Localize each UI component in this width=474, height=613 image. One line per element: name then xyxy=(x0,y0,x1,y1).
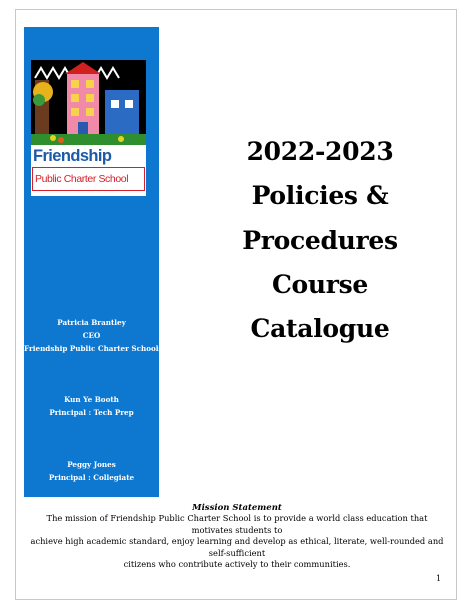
mission-heading: Mission Statement xyxy=(192,503,282,513)
mission-line: citizens who contribute actively to their communities. xyxy=(123,559,351,569)
logo-text-school: Public Charter School xyxy=(32,167,145,191)
staff-org: Friendship Public Charter Schools xyxy=(24,344,163,353)
staff-principal-collegiate xyxy=(24,458,159,484)
mission-statement xyxy=(27,513,447,571)
logo-artwork-icon xyxy=(31,60,146,145)
staff-title: CEO xyxy=(82,331,101,340)
staff-title: Principal : Collegiate xyxy=(48,473,135,482)
logo-text-friendship: Friendship xyxy=(33,147,112,165)
page-number: 1 xyxy=(436,574,442,583)
title-course: Course xyxy=(271,270,369,299)
staff-name: Peggy Jones xyxy=(67,460,116,469)
staff-name: Patricia Brantley xyxy=(57,318,126,327)
staff-title: Principal : Tech Prep xyxy=(49,408,134,417)
title-year: 2022-2023 xyxy=(246,137,394,166)
title-policies: Policies & xyxy=(251,181,389,210)
title-catalogue: Catalogue xyxy=(250,314,390,343)
title-procedures: Procedures xyxy=(242,226,398,255)
document-title xyxy=(205,130,435,351)
mission-line: achieve high academic standard, enjoy learning and develop as ethical, literate, well-rounded and self-sufficient xyxy=(30,536,444,558)
staff-name: Kun Ye Booth xyxy=(64,395,119,404)
school-logo xyxy=(31,60,146,196)
staff-ceo xyxy=(24,316,163,355)
staff-principal-tech-prep xyxy=(24,393,159,419)
mission-line: The mission of Friendship Public Charter School is to provide a world class education that motivates students to xyxy=(46,513,428,535)
